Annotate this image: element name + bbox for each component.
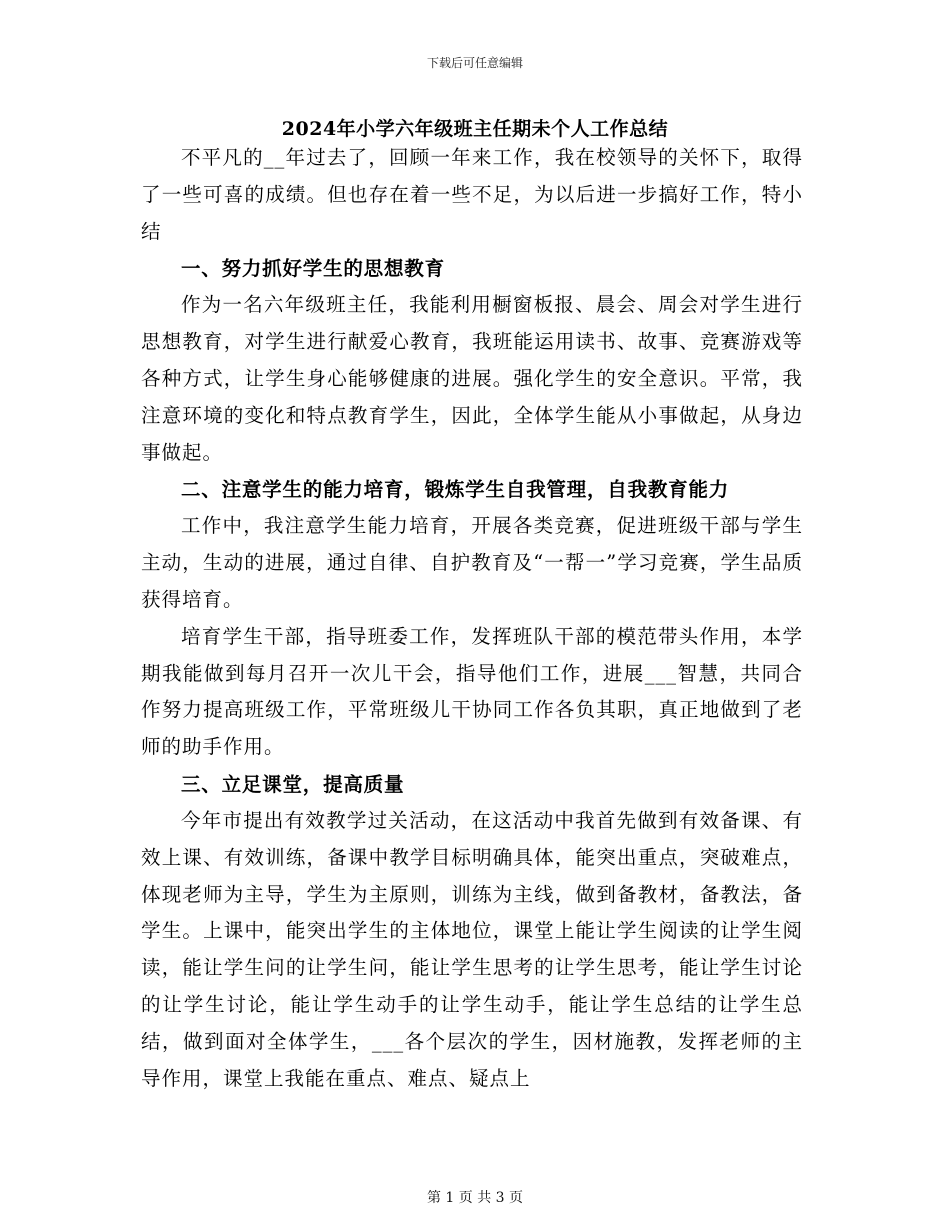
paragraph-section-2b: 培育学生干部，指导班委工作，发挥班队干部的模范带头作用，本学期我能做到每月召开一次儿干会，指导他们工作，进展___智慧，共同合作努力提高班级工作，平常班级儿干协同工作各负其职，真正地做到了老师的助手作用。 <box>141 624 803 759</box>
section-heading-1: 一、努力抓好学生的思想教育 <box>180 257 445 281</box>
paragraph-section-2a: 工作中，我注意学生能力培育，开展各类竞赛，促进班级干部与学生主动，生动的进展，通过自律、自护教育及“一帮一”学习竞赛，学生品质获得培育。 <box>141 514 803 611</box>
paragraph-section-1: 作为一名六年级班主任，我能利用橱窗板报、晨会、周会对学生进行思想教育，对学生进行献爱心教育，我班能运用读书、故事、竞赛游戏等各种方式，让学生身心能够健康的进展。强化学生的安全意识。平常，我注意环境的变化和特点教育学生，因此，全体学生能从小事做起，从身边事做起。 <box>141 293 803 464</box>
document-title: 2024年小学六年级班主任期未个人工作总结 <box>281 118 669 140</box>
section-heading-3: 三、立足课堂，提高质量 <box>180 772 405 796</box>
paragraph-section-3: 今年市提出有效教学过关活动，在这活动中我首先做到有效备课、有效上课、有效训练，备课中教学目标明确具体，能突出重点，突破难点，体现老师为主导，学生为主原则，训练为主线，做到备教材，备教法，备学生。上课中，能突出学生的主体地位，课堂上能让学生阅读的让学生阅读，能让学生问的让学生问，能让学生思考的让学生思考，能让学生讨论的让学生讨论，能让学生动手的让学生动手，能让学生总结的让学生总结，做到面对全体学生，___各个层次的学生，因材施教，发挥老师的主导作用，课堂上我能在重点、难点、疑点上 <box>141 808 803 1090</box>
section-heading-2: 二、注意学生的能力培育，锻炼学生自我管理，自我教育能力 <box>180 478 730 502</box>
header-note: 下载后可任意编辑 <box>426 56 523 70</box>
document-body <box>141 140 803 1097</box>
page-footer: 第 1 页 共 3 页 <box>426 1190 524 1206</box>
paragraph-intro: 不平凡的__年过去了，回顾一年来工作，我在校领导的关怀下，取得了一些可喜的成绩。但也存在着一些不足，为以后进一步搞好工作，特小结 <box>141 146 803 243</box>
